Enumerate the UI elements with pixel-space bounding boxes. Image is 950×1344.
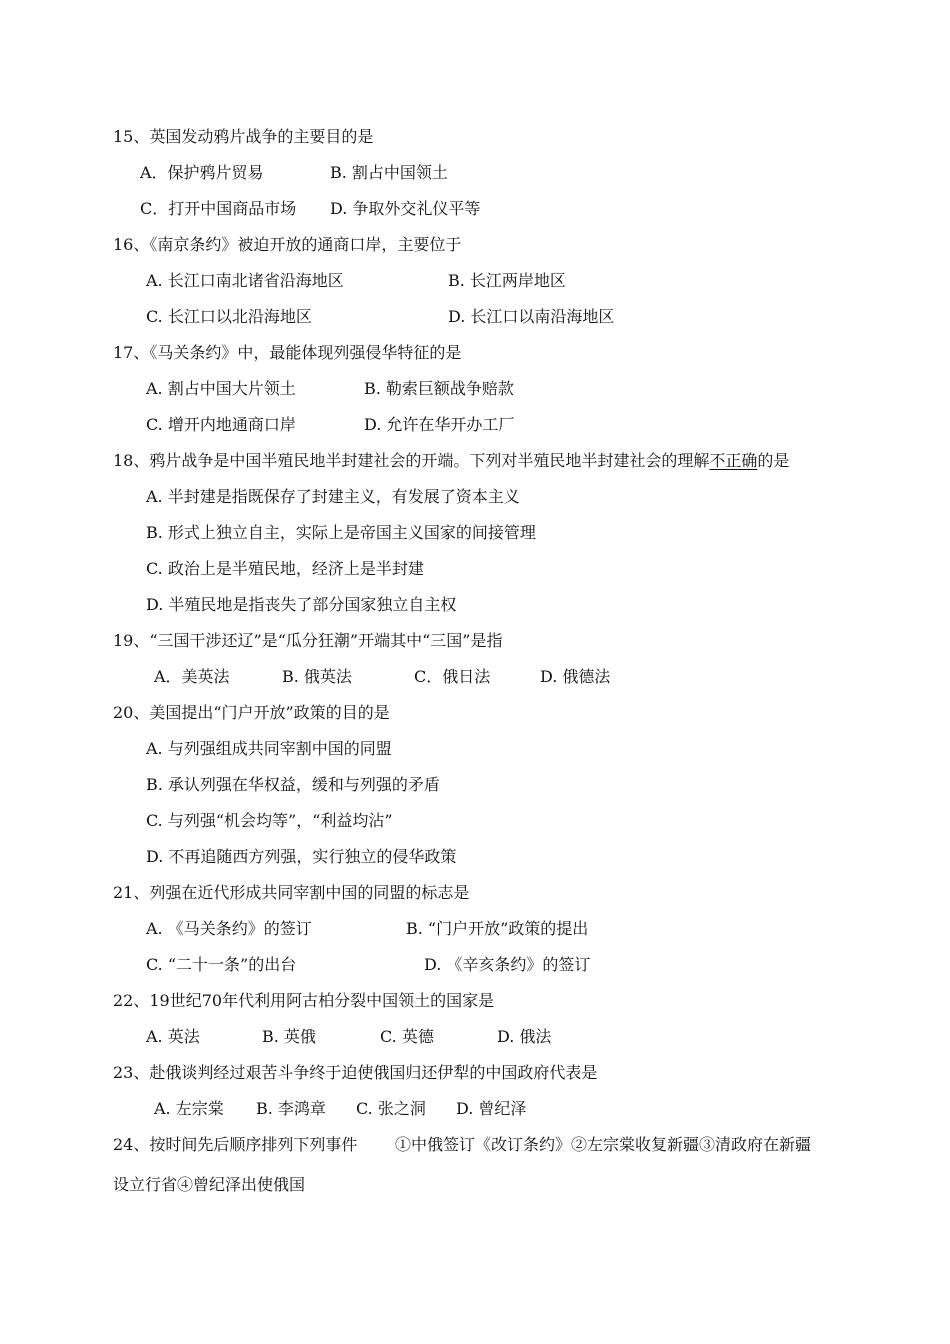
option-a: A．保护鸦片贸易	[140, 163, 264, 182]
option-c: C. 增开内地通商口岸	[146, 415, 296, 434]
option-b: B. 勒索巨额战争赔款	[364, 379, 514, 398]
question-23-stem: 23、赴俄谈判经过艰苦斗争终于迫使俄国归还伊犁的中国政府代表是	[113, 1063, 598, 1082]
question-21-stem: 21、列强在近代形成共同宰割中国的同盟的标志是	[113, 883, 470, 902]
question-16-stem: 16、《南京条约》被迫开放的通商口岸，主要位于	[113, 235, 462, 254]
option-b: B. “门户开放”政策的提出	[406, 919, 589, 938]
option-d: D. 不再追随西方列强，实行独立的侵华政策	[146, 847, 457, 866]
option-a: A. 左宗棠	[154, 1099, 224, 1118]
question-22-stem: 22、19世纪70年代利用阿古柏分裂中国领土的国家是	[113, 991, 495, 1010]
option-c: C. 张之洞	[356, 1099, 426, 1118]
option-c: C. 政治上是半殖民地，经济上是半封建	[146, 559, 424, 578]
option-b: B. 俄英法	[282, 667, 352, 686]
stem-text-end: 的是	[757, 451, 790, 470]
option-b: B. 李鸿章	[256, 1099, 326, 1118]
option-d: D. 《辛亥条约》的签订	[424, 955, 591, 974]
option-c: C. 长江口以北沿海地区	[146, 307, 312, 326]
question-19-stem: 19、“三国干涉还辽”是“瓜分狂潮”开端其中“三国”是指	[113, 631, 503, 650]
option-c: C．俄日法	[414, 667, 491, 686]
emphasis-underline: 不正确	[709, 451, 758, 470]
question-24-events: ①中俄签订《改订条约》②左宗棠收复新疆③清政府在新疆	[395, 1135, 812, 1154]
option-a: A. 半封建是指既保存了封建主义，有发展了资本主义	[146, 487, 520, 506]
question-24-stem: 24、按时间先后顺序排列下列事件	[113, 1135, 358, 1154]
option-c: C．打开中国商品市场	[140, 199, 297, 218]
option-b: B. 长江两岸地区	[448, 271, 566, 290]
question-20-stem: 20、美国提出“门户开放”政策的目的是	[113, 703, 390, 722]
option-d: D. 俄德法	[540, 667, 611, 686]
option-d: D. 允许在华开办工厂	[364, 415, 515, 434]
option-b: B. 割占中国领土	[330, 163, 448, 182]
question-17-stem: 17、《马关条约》中，最能体现列强侵华特征的是	[113, 343, 462, 362]
option-d: D. 俄法	[497, 1027, 552, 1046]
option-c: C. 与列强“机会均等”，“利益均沾”	[146, 811, 393, 830]
option-a: A. 《马关条约》的签订	[146, 919, 312, 938]
option-b: B. 英俄	[262, 1027, 316, 1046]
option-a: A. 英法	[146, 1027, 200, 1046]
option-b: B. 形式上独立自主，实际上是帝国主义国家的间接管理	[146, 523, 536, 542]
question-15-stem: 15、英国发动鸦片战争的主要目的是	[113, 127, 374, 146]
question-18-stem	[113, 451, 789, 471]
option-a: A. 与列强组成共同宰割中国的同盟	[146, 739, 392, 758]
option-d: D. 争取外交礼仪平等	[330, 199, 481, 218]
option-b: B. 承认列强在华权益，缓和与列强的矛盾	[146, 775, 440, 794]
stem-text: 18、鸦片战争是中国半殖民地半封建社会的开端。下列对半殖民地半封建社会的理解	[113, 451, 710, 470]
option-d: D. 半殖民地是指丧失了部分国家独立自主权	[146, 595, 457, 614]
option-a: A. 割占中国大片领土	[146, 379, 296, 398]
option-a: A．美英法	[154, 667, 230, 686]
option-c: C. 英德	[380, 1027, 434, 1046]
question-24-continuation: 设立行省④曾纪泽出使俄国	[113, 1175, 306, 1194]
option-d: D. 曾纪泽	[456, 1099, 527, 1118]
option-c: C. “二十一条”的出台	[146, 955, 297, 974]
option-d: D. 长江口以南沿海地区	[448, 307, 615, 326]
option-a: A. 长江口南北诸省沿海地区	[146, 271, 344, 290]
